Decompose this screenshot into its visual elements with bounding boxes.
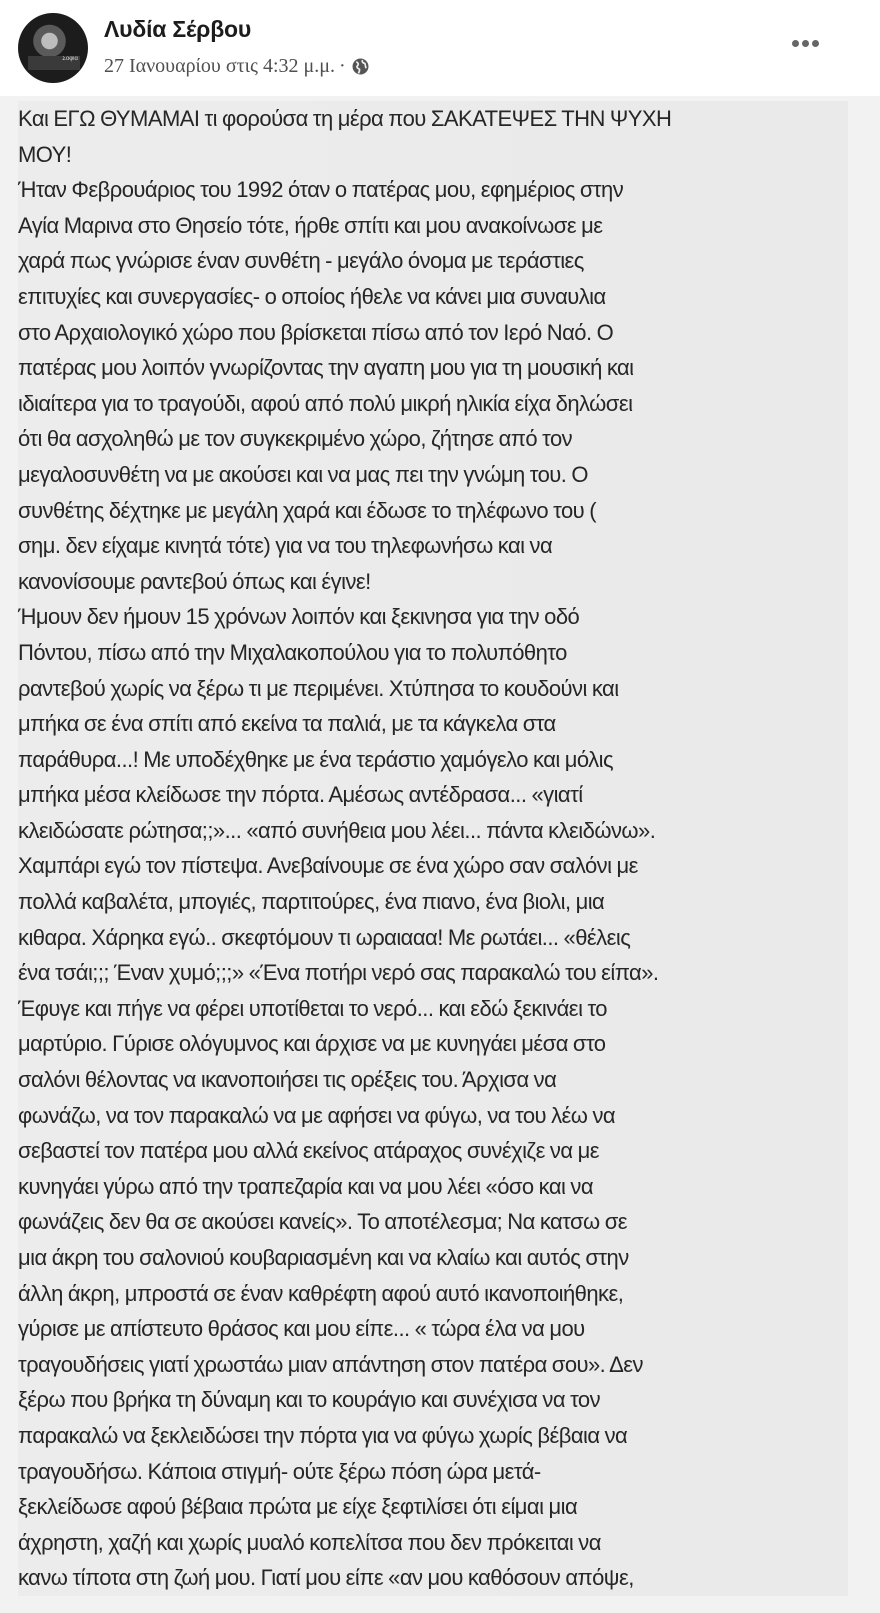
post-text-line: κυνηγάει γύρω από την τραπεζαρία και να μου λέει «όσο και να — [18, 1169, 848, 1205]
post-text-line: φωνάζεις δεν θα σε ακούσει κανείς». Το αποτέλεσμα; Να κατσω σε — [18, 1204, 848, 1240]
avatar[interactable] — [18, 13, 88, 83]
post-meta — [104, 55, 369, 78]
post-text-line: επιτυχίες και συνεργασίες- ο οποίος ήθελε να κάνει μια συναυλια — [18, 279, 848, 315]
post-text-line: πατέρας μου λοιπόν γνωρίζοντας την αγαπη μου για τη μουσική και — [18, 350, 848, 386]
post-text-line: Αγία Μαρινα στο Θησείο τότε, ήρθε σπίτι και μου ανακοίνωσε με — [18, 208, 848, 244]
more-options-button[interactable] — [785, 34, 825, 52]
post-body — [18, 101, 848, 1596]
post-text-line: ότι θα ασχοληθώ με τον συγκεκριμένο χώρο, ζήτησε από τον — [18, 421, 848, 457]
post-text-line: άλλη άκρη, μπροστά σε έναν καθρέφτη αφού αυτό ικανοποιήθηκε, — [18, 1276, 848, 1312]
post-text-line: κλειδώσατε ρώτησα;;»... «από συνήθεια μου λέει... πάντα κλειδώνω». — [18, 813, 848, 849]
post-text-line: Έφυγε και πήγε να φέρει υποτίθεται το νερό... και εδώ ξεκινάει το — [18, 991, 848, 1027]
post-text-line: Ήμουν δεν ήμουν 15 χρόνων λοιπόν και ξεκινησα για την οδό — [18, 599, 848, 635]
post-text-line: γύρισε με απίστευτο θράσος και μου είπε... « τώρα έλα να μου — [18, 1311, 848, 1347]
post-text-line: Και ΕΓΩ ΘΥΜΑΜΑΙ τι φορούσα τη μέρα που ΣΑΚΑΤΕΨΕΣ ΤΗΝ ΨΥΧΗ — [18, 101, 848, 137]
post-text-line: ιδιαίτερα για το τραγούδι, αφού από πολύ μικρή ηλικία είχα δηλώσει — [18, 386, 848, 422]
post-text-line: άχρηστη, χαζή και χωρίς μυαλό κοπελίτσα που δεν πρόκειται να — [18, 1525, 848, 1561]
post-text-line: Ήταν Φεβρουάριος του 1992 όταν ο πατέρας μου, εφημέριος στην — [18, 172, 848, 208]
post-text-line: συνθέτης δέχτηκε με μεγάλη χαρά και έδωσε το τηλέφωνο του ( — [18, 493, 848, 529]
post-text-line: μπήκα μέσα κλείδωσε την πόρτα. Αμέσως αντέδρασα... «γιατί — [18, 777, 848, 813]
more-options-icon — [792, 40, 799, 47]
avatar-caption: Σοφία — [28, 56, 80, 70]
post-text-line: ένα τσάι;;; Έναν χυμό;;;» «Ένα ποτήρι νερό σας παρακαλώ του είπα». — [18, 955, 848, 991]
post-text-line: μεγαλοσυνθέτη να με ακούσει και να μας πει την γνώμη του. Ο — [18, 457, 848, 493]
post-text-line: κιθαρα. Χάρηκα εγώ.. σκεφτόμουν τι ωραιααα! Με ρωτάει... «θέλεις — [18, 920, 848, 956]
post-text-line: τραγουδήσω. Κάποια στιγμή- ούτε ξέρω πόση ώρα μετά- — [18, 1454, 848, 1490]
meta-separator: · — [338, 55, 346, 77]
post-header — [0, 0, 880, 96]
post-text-line: σημ. δεν είχαμε κινητά τότε) για να του τηλεφωνήσω και να — [18, 528, 848, 564]
post-text-line: φωνάζω, να τον παρακαλώ να με αφήσει να φύγω, να του λέω να — [18, 1098, 848, 1134]
post-text-line: μια άκρη του σαλονιού κουβαριασμένη και να κλαίω και αυτός στην — [18, 1240, 848, 1276]
post-text-line: πολλά καβαλέτα, μπογιές, παρτιτούρες, ένα πιανο, ένα βιολι, μια — [18, 884, 848, 920]
post-text-line: ξέρω που βρήκα τη δύναμη και το κουράγιο και συνέχισα να τον — [18, 1382, 848, 1418]
post-text-line: κανω τίποτα στη ζωή μου. Γιατί μου είπε «αν μου καθόσουν απόψε, — [18, 1560, 848, 1596]
post-text-line: σεβαστεί τον πατέρα μου αλλά εκείνος ατάραχος συνέχιζε να με — [18, 1133, 848, 1169]
post-text-line: ΜΟΥ! — [18, 137, 848, 173]
post-text-line: μπήκα σε ένα σπίτι από εκείνα τα παλιά, με τα κάγκελα στα — [18, 706, 848, 742]
post-text-line: Πόντου, πίσω από την Μιχαλακοπούλου για το πολυπόθητο — [18, 635, 848, 671]
post-text-line: παρακαλώ να ξεκλειδώσει την πόρτα για να φύγω χωρίς βέβαια να — [18, 1418, 848, 1454]
post-text-line: κανονίσουμε ραντεβού όπως και έγινε! — [18, 564, 848, 600]
post-text-line: παράθυρα...! Με υποδέχθηκε με ένα τεράστιο χαμόγελο και μόλις — [18, 742, 848, 778]
globe-icon — [352, 58, 369, 75]
post-text-line: σαλόνι θέλοντας να ικανοποιήσει τις ορέξεις του. Άρχισα να — [18, 1062, 848, 1098]
post-text-line: στο Αρχαιολογικό χώρο που βρίσκεται πίσω από τον Ιερό Ναό. Ο — [18, 315, 848, 351]
post-text-line: ραντεβού χωρίς να ξέρω τι με περιμένει. Χτύπησα το κουδούνι και — [18, 671, 848, 707]
post-text-line: χαρά πως γνώρισε έναν συνθέτη - μεγάλο όνομα με τεράστιες — [18, 243, 848, 279]
post-text-line: Χαμπάρι εγώ τον πίστεψα. Ανεβαίνουμε σε ένα χώρο σαν σαλόνι με — [18, 848, 848, 884]
more-options-icon-dot — [812, 40, 819, 47]
post-timestamp[interactable]: 27 Ιανουαρίου στις 4:32 μ.μ. — [104, 55, 335, 77]
post-text-line: ξεκλείδωσε αφού βέβαια πρώτα με είχε ξεφτιλίσει ότι είμαι μια — [18, 1489, 848, 1525]
post-text-line: μαρτύριο. Γύρισε ολόγυμνος και άρχισε να με κυνηγάει μέσα στο — [18, 1026, 848, 1062]
author-name[interactable]: Λυδία Σέρβου — [104, 16, 252, 42]
more-options-icon-dot — [802, 40, 809, 47]
post-text-line: τραγουδήσεις γιατί χρωστάω μιαν απάντηση στον πατέρα σου». Δεν — [18, 1347, 848, 1383]
